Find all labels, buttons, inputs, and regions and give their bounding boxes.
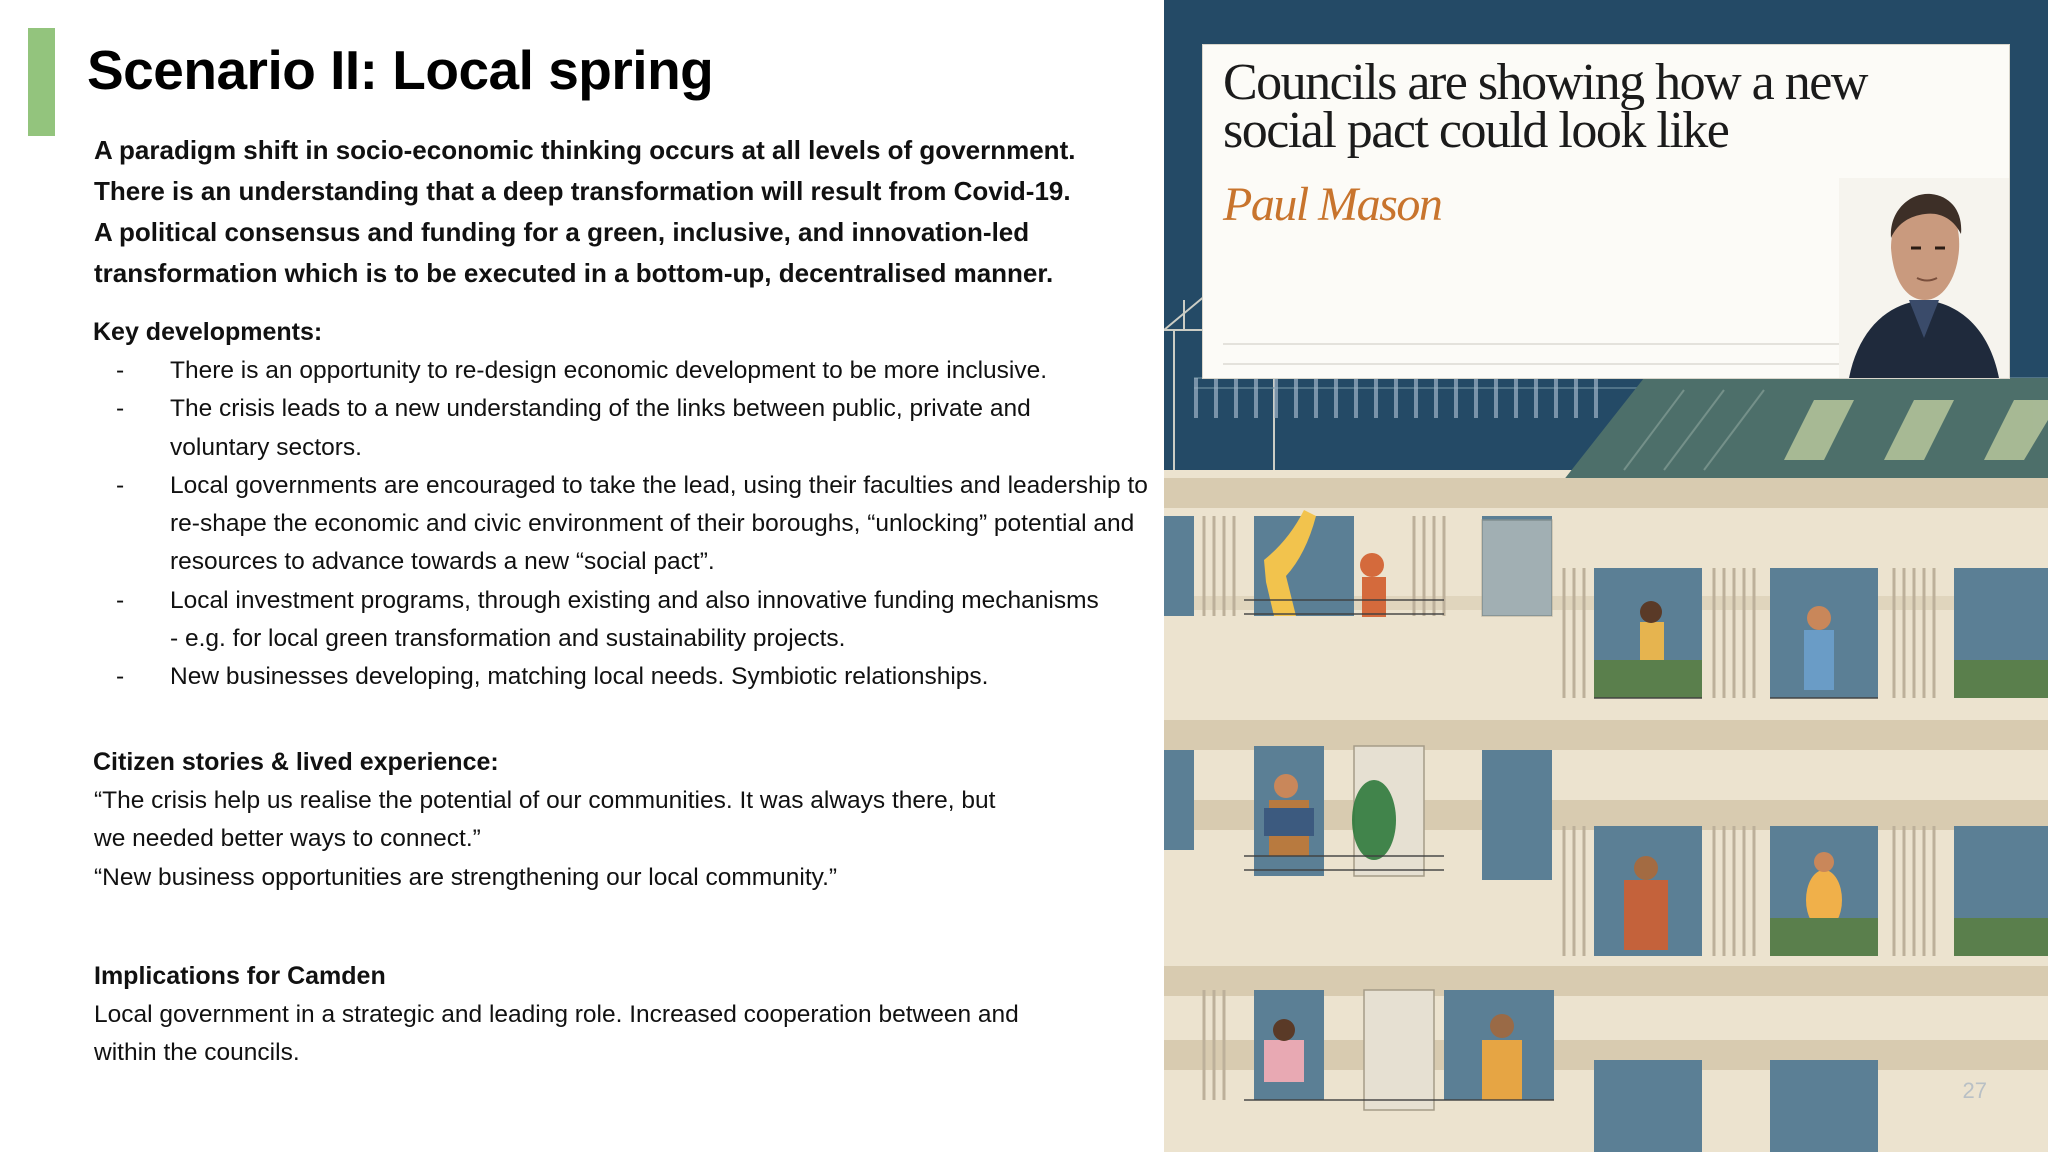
- intro-line: A paradigm shift in socio-economic thinking occurs at all levels of government.: [94, 135, 1076, 165]
- portrait-photo-icon: [1839, 178, 2009, 378]
- title-accent-bar: [28, 28, 55, 136]
- article-headline: [1223, 54, 1963, 159]
- citizen-stories-text: [94, 782, 1114, 897]
- key-developments-list: [110, 352, 1148, 697]
- intro-line: A political consensus and funding for a green, inclusive, and innovation-led: [94, 217, 1030, 247]
- article-illustration-image: [1164, 0, 2048, 1152]
- quote-line: “New business opportunities are strengthening our local community.”: [94, 863, 838, 891]
- list-item: [110, 390, 1130, 467]
- list-item: [110, 467, 1160, 582]
- list-item: [110, 658, 1120, 696]
- headline-line: social pact could look like: [1223, 102, 1729, 159]
- intro-line: There is an understanding that a deep transformation will result from Covid-19.: [94, 176, 1071, 206]
- bullet-dash: -: [116, 663, 125, 691]
- list-item: [110, 352, 1120, 390]
- list-item-text: Local governments are encouraged to take the lead, using their faculties and leadership to re-shape the economic and civic environment of their boroughs, “unlocking” potential and resources to advance towards a new “social pact”.: [170, 471, 1148, 576]
- bullet-dash: -: [116, 357, 125, 384]
- key-developments-heading: Key developments:: [93, 318, 323, 346]
- bullet-dash: -: [116, 471, 125, 499]
- slide-title: Scenario II: Local spring: [87, 39, 714, 101]
- bullet-dash: -: [116, 586, 125, 614]
- list-item-text: New businesses developing, matching local needs. Symbiotic relationships.: [170, 663, 989, 691]
- implications-heading: Implications for Camden: [94, 962, 386, 990]
- slide-page-number: 27: [1962, 1078, 1987, 1103]
- article-byline: Paul Mason: [1223, 178, 1442, 231]
- list-item: [110, 582, 1110, 659]
- implications-line: within the councils.: [94, 1039, 300, 1067]
- intro-line: transformation which is to be executed in a bottom-up, decentralised manner.: [94, 258, 1054, 288]
- quote-line: we needed better ways to connect.”: [94, 825, 481, 853]
- article-headline-card: [1202, 44, 2010, 379]
- list-item-text: The crisis leads to a new understanding of the links between public, private and voluntary sectors.: [170, 395, 1031, 461]
- bullet-dash: -: [116, 395, 125, 423]
- citizen-stories-heading: Citizen stories & lived experience:: [93, 748, 499, 776]
- quote-line: “The crisis help us realise the potential of our communities. It was always there, but: [94, 787, 996, 814]
- intro-paragraph: [94, 130, 1114, 294]
- list-item-text: There is an opportunity to re-design economic development to be more inclusive.: [170, 357, 1048, 384]
- implications-text: [94, 996, 1114, 1073]
- implications-line: Local government in a strategic and leading role. Increased cooperation between and: [94, 1001, 1019, 1028]
- list-item-text: Local investment programs, through existing and also innovative funding mechanisms - e.g. for local green transformation and sustainability projects.: [170, 586, 1099, 653]
- headline-line: Councils are showing how a new: [1223, 54, 1867, 111]
